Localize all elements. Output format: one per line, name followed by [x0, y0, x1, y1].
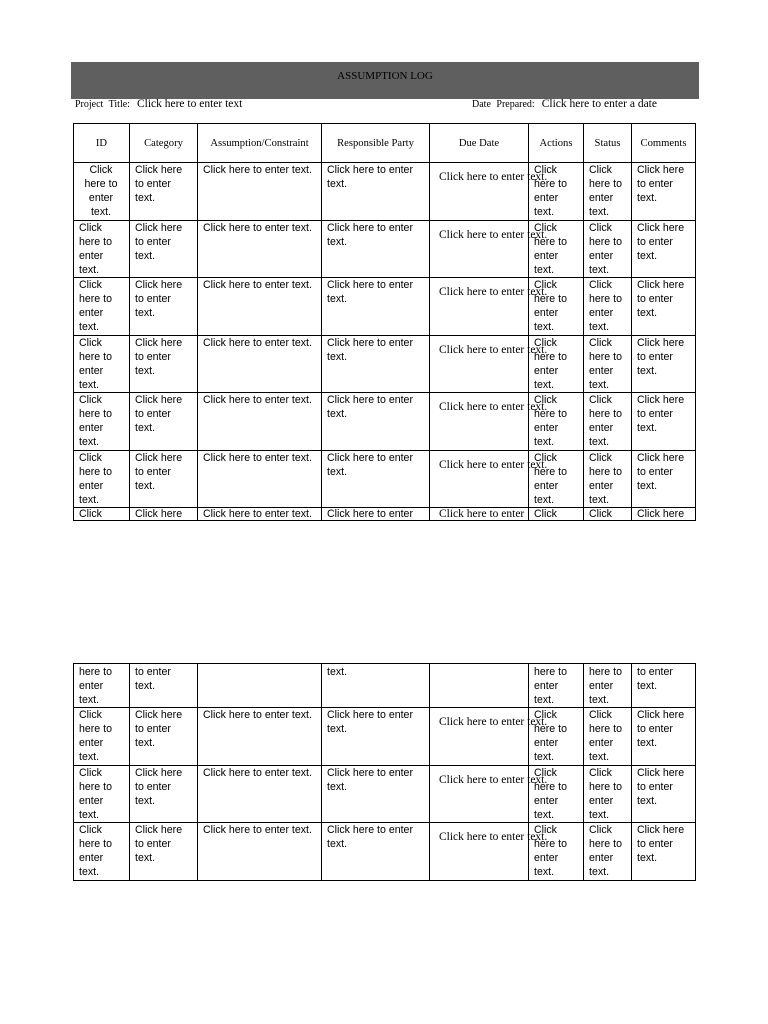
- comments-cell[interactable]: Click here to enter text.: [632, 163, 696, 221]
- category-cell[interactable]: Click here to enter text.: [130, 823, 198, 881]
- log-row: [74, 220, 696, 278]
- status-cell[interactable]: Click here to enter text.: [584, 823, 632, 881]
- status-cell[interactable]: Click here to enter text.: [584, 765, 632, 823]
- due-date-field[interactable]: Click here to enter text.: [439, 831, 548, 843]
- category-cell[interactable]: Click here to enter text.: [130, 278, 198, 336]
- log-row: [74, 393, 696, 451]
- category-cell[interactable]: Click here to enter text.: [130, 450, 198, 508]
- column-header-category: Category: [130, 124, 198, 163]
- responsible-party-cell[interactable]: Click here to enter text.: [322, 278, 430, 336]
- column-header-status: Status: [584, 124, 632, 163]
- date-prepared-line: [472, 96, 657, 110]
- due-date-cell[interactable]: Click here to enter: [430, 508, 529, 521]
- due-date-cell: [430, 393, 548, 451]
- due-date-cell: [430, 823, 548, 881]
- assumption-constraint-cell[interactable]: Click here to enter text.: [198, 163, 322, 221]
- assumption-log-table-continued: [73, 663, 696, 881]
- log-row: [74, 823, 696, 881]
- due-date-field[interactable]: Click here to enter text.: [439, 343, 548, 356]
- category-cell[interactable]: Click here: [130, 508, 198, 521]
- actions-cell[interactable]: Click here to enter text.: [529, 220, 584, 278]
- comments-cell[interactable]: Click here to enter text.: [632, 823, 696, 881]
- project-title-line: [75, 96, 242, 110]
- title-bar: [71, 62, 699, 99]
- id-cell[interactable]: Click here to enter text.: [74, 393, 130, 451]
- comments-cell[interactable]: Click here to enter text.: [632, 393, 696, 451]
- due-date-cell: [430, 708, 548, 766]
- due-date-field[interactable]: Click here to enter text.: [439, 401, 548, 413]
- id-cell[interactable]: Click here to enter text.: [74, 708, 130, 766]
- actions-cell[interactable]: Click here to enter text.: [529, 278, 584, 336]
- id-cell[interactable]: Click here to enter text.: [74, 335, 130, 393]
- status-cell[interactable]: Click here to enter text.: [584, 393, 632, 451]
- status-cell[interactable]: Click here to enter text.: [584, 450, 632, 508]
- column-header-due-date: Due Date: [430, 124, 529, 163]
- assumption-constraint-cell[interactable]: Click here to enter text.: [198, 508, 322, 521]
- assumption-constraint-cell[interactable]: Click here to enter text.: [198, 335, 322, 393]
- responsible-party-cell[interactable]: Click here to enter text.: [322, 450, 430, 508]
- log-row: [74, 335, 696, 393]
- column-header-id: ID: [74, 124, 130, 163]
- id-cell[interactable]: Click: [74, 508, 130, 521]
- assumption-constraint-cell[interactable]: Click here to enter text.: [198, 220, 322, 278]
- actions-cell[interactable]: Click here to enter text.: [529, 393, 584, 451]
- project-title-field[interactable]: Click here to enter text: [136, 98, 243, 110]
- due-date-cell: [430, 765, 548, 823]
- comments-cell[interactable]: Click here to enter text.: [632, 450, 696, 508]
- due-date-cell: [430, 163, 548, 221]
- log-row: [74, 450, 696, 508]
- assumption-constraint-cell[interactable]: Click here to enter text.: [198, 765, 322, 823]
- actions-cell[interactable]: Click: [529, 508, 584, 521]
- actions-cell[interactable]: here to enter text.: [529, 664, 584, 708]
- assumption-constraint-cell[interactable]: Click here to enter text.: [198, 823, 322, 881]
- log-row-page-break-top: [74, 508, 696, 521]
- log-row: [74, 708, 696, 766]
- id-cell[interactable]: Click here to enter text.: [74, 823, 130, 881]
- status-cell[interactable]: Click here to enter text.: [584, 220, 632, 278]
- category-cell[interactable]: Click here to enter text.: [130, 163, 198, 221]
- assumption-constraint-cell[interactable]: Click here to enter text.: [198, 708, 322, 766]
- due-date-field[interactable]: Click here to enter text.: [439, 286, 548, 298]
- due-date-field[interactable]: Click here to enter text.: [439, 171, 548, 183]
- responsible-party-cell[interactable]: text.: [322, 664, 430, 708]
- status-cell[interactable]: Click here to enter text.: [584, 335, 632, 393]
- id-cell[interactable]: Click here to enter text.: [74, 278, 130, 336]
- actions-cell[interactable]: Click here to enter text.: [529, 823, 584, 881]
- header-row: [74, 124, 696, 163]
- column-header-assumption-constraint: Assumption/Constraint: [198, 124, 322, 163]
- comments-cell[interactable]: to enter text.: [632, 664, 696, 708]
- date-prepared-label: Date Prepared:: [472, 99, 535, 110]
- responsible-party-cell[interactable]: Click here to enter text.: [322, 220, 430, 278]
- date-prepared-field[interactable]: Click here to enter a date: [541, 98, 657, 110]
- due-date-field[interactable]: Click here to enter text.: [439, 458, 548, 471]
- due-date-cell: [430, 335, 548, 393]
- due-date-cell: [430, 278, 548, 336]
- due-date-field[interactable]: Click here to enter text.: [439, 773, 548, 786]
- log-row: [74, 765, 696, 823]
- category-cell[interactable]: Click here to enter text.: [130, 393, 198, 451]
- assumption-constraint-cell[interactable]: [198, 664, 322, 708]
- responsible-party-cell[interactable]: Click here to enter text.: [322, 393, 430, 451]
- comments-cell[interactable]: Click here to enter text.: [632, 220, 696, 278]
- column-header-responsible-party: Responsible Party: [322, 124, 430, 163]
- log-row: [74, 278, 696, 336]
- category-cell[interactable]: Click here to enter text.: [130, 220, 198, 278]
- responsible-party-cell[interactable]: Click here to enter text.: [322, 765, 430, 823]
- due-date-field[interactable]: Click here to enter text.: [439, 228, 548, 241]
- due-date-cell: [430, 220, 548, 278]
- assumption-constraint-cell[interactable]: Click here to enter text.: [198, 450, 322, 508]
- project-title-label: Project Title:: [75, 99, 130, 110]
- id-cell[interactable]: Click here to enter text.: [74, 765, 130, 823]
- actions-cell[interactable]: Click here to enter text.: [529, 163, 584, 221]
- comments-cell[interactable]: Click here: [632, 508, 696, 521]
- responsible-party-cell[interactable]: Click here to enter: [322, 508, 430, 521]
- comments-cell[interactable]: Click here to enter text.: [632, 335, 696, 393]
- responsible-party-cell[interactable]: Click here to enter text.: [322, 163, 430, 221]
- status-cell[interactable]: here to enter text.: [584, 664, 632, 708]
- actions-cell[interactable]: Click here to enter text.: [529, 765, 584, 823]
- due-date-field[interactable]: Click here to enter text.: [439, 716, 548, 728]
- log-row-page-break-bottom: [74, 664, 696, 708]
- assumption-log-table: [73, 123, 696, 521]
- comments-cell[interactable]: Click here to enter text.: [632, 708, 696, 766]
- assumption-constraint-cell[interactable]: Click here to enter text.: [198, 278, 322, 336]
- column-header-actions: Actions: [529, 124, 584, 163]
- actions-cell[interactable]: Click here to enter text.: [529, 708, 584, 766]
- actions-cell[interactable]: Click here to enter text.: [529, 335, 584, 393]
- category-cell[interactable]: to enter text.: [130, 664, 198, 708]
- category-cell[interactable]: Click here to enter text.: [130, 335, 198, 393]
- responsible-party-cell[interactable]: Click here to enter text.: [322, 708, 430, 766]
- category-cell[interactable]: Click here to enter text.: [130, 765, 198, 823]
- status-cell[interactable]: Click here to enter text.: [584, 163, 632, 221]
- due-date-cell[interactable]: [430, 664, 529, 708]
- responsible-party-cell[interactable]: Click here to enter text.: [322, 335, 430, 393]
- id-cell[interactable]: Click here to enter text.: [74, 163, 130, 221]
- due-date-cell: [430, 450, 548, 508]
- status-cell[interactable]: Click here to enter text.: [584, 278, 632, 336]
- comments-cell[interactable]: Click here to enter text.: [632, 278, 696, 336]
- assumption-constraint-cell[interactable]: Click here to enter text.: [198, 393, 322, 451]
- actions-cell[interactable]: Click here to enter text.: [529, 450, 584, 508]
- column-header-comments: Comments: [632, 124, 696, 163]
- comments-cell[interactable]: Click here to enter text.: [632, 765, 696, 823]
- log-row: [74, 163, 696, 221]
- id-cell[interactable]: here to enter text.: [74, 664, 130, 708]
- id-cell[interactable]: Click here to enter text.: [74, 450, 130, 508]
- responsible-party-cell[interactable]: Click here to enter text.: [322, 823, 430, 881]
- category-cell[interactable]: Click here to enter text.: [130, 708, 198, 766]
- status-cell[interactable]: Click here to enter text.: [584, 708, 632, 766]
- document-title: ASSUMPTION LOG: [337, 70, 433, 82]
- status-cell[interactable]: Click: [584, 508, 632, 521]
- id-cell[interactable]: Click here to enter text.: [74, 220, 130, 278]
